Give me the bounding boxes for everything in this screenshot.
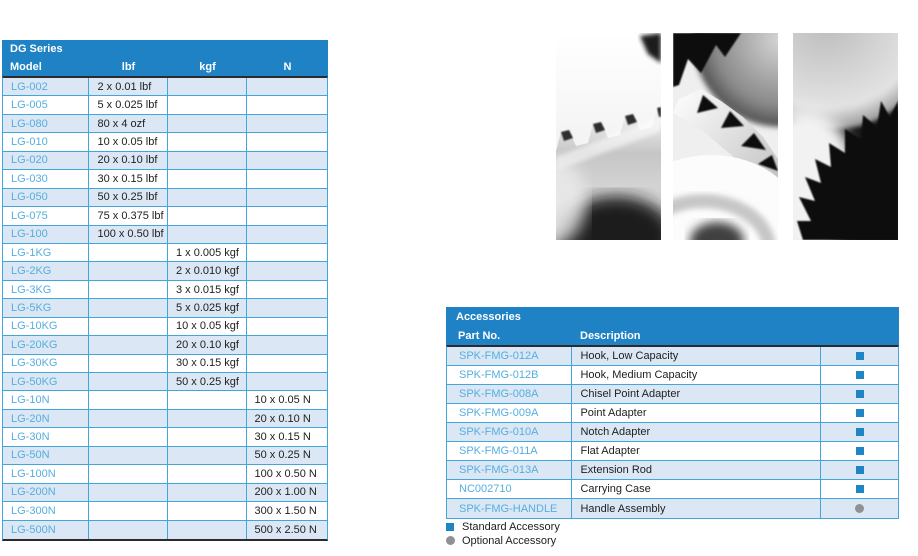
capacity-cell: 30 x 0.15 lbf xyxy=(89,170,168,187)
table-row xyxy=(3,447,327,465)
table-row xyxy=(3,115,327,133)
capacity-cell: 20 x 0.10 lbf xyxy=(89,152,168,169)
table-row xyxy=(447,480,898,499)
model-cell: LG-050 xyxy=(3,189,89,206)
model-cell: LG-075 xyxy=(3,207,89,224)
capacity-cell xyxy=(247,281,328,298)
model-cell: LG-500N xyxy=(3,521,89,539)
standard-accessory-marker-icon xyxy=(856,390,864,398)
table-row xyxy=(447,461,898,480)
model-cell: LG-010 xyxy=(3,133,89,150)
capacity-cell xyxy=(168,78,247,95)
optional-accessory-marker-icon xyxy=(855,504,864,513)
capacity-cell xyxy=(89,336,168,353)
table-row xyxy=(447,404,898,423)
capacity-cell xyxy=(168,133,247,150)
accessories-table xyxy=(446,307,899,519)
column-header-n: N xyxy=(283,61,292,73)
table-row xyxy=(447,442,898,461)
gear-photo-2 xyxy=(673,33,778,240)
capacity-cell xyxy=(247,336,328,353)
table-row xyxy=(3,96,327,114)
capacity-cell xyxy=(89,484,168,501)
accessories-table-title: Accessories xyxy=(456,310,521,323)
description-cell: Handle Assembly xyxy=(572,499,821,518)
table-row xyxy=(3,226,327,244)
legend-marker-wrap xyxy=(446,536,458,545)
table-row xyxy=(3,484,327,502)
dg-series-table xyxy=(2,40,328,541)
table-row xyxy=(3,410,327,428)
table-row xyxy=(3,244,327,262)
capacity-cell xyxy=(89,465,168,482)
dg-table-column-headers xyxy=(2,58,328,76)
table-row xyxy=(447,385,898,404)
capacity-cell: 500 x 2.50 N xyxy=(254,523,317,536)
standard-accessory-marker-icon xyxy=(856,352,864,360)
legend-marker-wrap xyxy=(446,523,458,531)
description-cell: Chisel Point Adapter xyxy=(572,385,821,403)
capacity-cell xyxy=(168,521,247,539)
table-row xyxy=(3,262,327,280)
capacity-cell xyxy=(168,226,247,243)
model-cell: LG-20N xyxy=(3,410,89,427)
capacity-cell: 200 x 1.00 N xyxy=(254,486,317,499)
dg-table-title: DG Series xyxy=(10,43,63,55)
description-cell: Point Adapter xyxy=(572,404,821,422)
capacity-cell xyxy=(247,96,328,113)
table-row xyxy=(3,170,327,188)
part-no-cell: SPK-FMG-012B xyxy=(447,366,572,384)
marker-cell xyxy=(821,461,898,479)
capacity-cell xyxy=(247,318,328,335)
dg-table-header xyxy=(2,40,328,76)
model-cell: LG-2KG xyxy=(3,262,89,279)
marker-cell xyxy=(821,385,898,403)
table-row xyxy=(447,499,898,518)
capacity-cell xyxy=(89,391,168,408)
table-row xyxy=(3,299,327,317)
capacity-cell xyxy=(247,244,328,261)
capacity-cell xyxy=(168,484,247,501)
marker-cell xyxy=(821,480,898,498)
capacity-cell xyxy=(247,226,328,243)
table-row xyxy=(3,152,327,170)
capacity-cell xyxy=(168,96,247,113)
capacity-cell xyxy=(168,170,247,187)
capacity-cell xyxy=(89,262,168,279)
table-row xyxy=(447,366,898,385)
capacity-cell xyxy=(168,465,247,482)
description-cell: Notch Adapter xyxy=(572,423,821,441)
capacity-cell: 1 x 0.005 kgf xyxy=(168,244,247,261)
standard-accessory-marker-icon xyxy=(446,523,454,531)
model-cell: LG-080 xyxy=(3,115,89,132)
marker-cell xyxy=(821,366,898,384)
model-cell: LG-1KG xyxy=(3,244,89,261)
model-cell: LG-30KG xyxy=(3,355,89,372)
legend-item-standard xyxy=(446,520,560,533)
standard-accessory-marker-icon xyxy=(856,409,864,417)
accessories-column-headers xyxy=(446,326,899,345)
capacity-cell xyxy=(89,521,168,539)
capacity-cell: 20 x 0.10 N xyxy=(254,412,311,425)
capacity-cell: 75 x 0.375 lbf xyxy=(89,207,168,224)
capacity-cell xyxy=(89,281,168,298)
capacity-cell xyxy=(89,299,168,316)
table-row xyxy=(3,336,327,354)
capacity-cell: 50 x 0.25 lbf xyxy=(89,189,168,206)
description-cell: Carrying Case xyxy=(572,480,821,498)
part-no-cell: SPK-FMG-008A xyxy=(447,385,572,403)
capacity-cell xyxy=(247,189,328,206)
capacity-cell: 50 x 0.25 kgf xyxy=(168,373,247,390)
model-cell: LG-100 xyxy=(3,226,89,243)
table-row xyxy=(3,133,327,151)
capacity-cell: 5 x 0.025 lbf xyxy=(89,96,168,113)
legend-label-optional: Optional Accessory xyxy=(462,534,557,547)
table-row xyxy=(3,189,327,207)
marker-cell xyxy=(821,404,898,422)
table-row xyxy=(447,347,898,366)
capacity-cell: 30 x 0.15 kgf xyxy=(168,355,247,372)
model-cell: LG-200N xyxy=(3,484,89,501)
part-no-cell: SPK-FMG-012A xyxy=(447,347,572,365)
marker-cell xyxy=(821,442,898,460)
capacity-cell xyxy=(247,262,328,279)
model-cell: LG-10N xyxy=(3,391,89,408)
capacity-cell xyxy=(89,373,168,390)
table-row xyxy=(3,465,327,483)
capacity-cell xyxy=(89,502,168,519)
capacity-cell: 100 x 0.50 N xyxy=(254,467,317,480)
table-row xyxy=(3,78,327,96)
table-row xyxy=(3,502,327,520)
legend-label-standard: Standard Accessory xyxy=(462,520,560,533)
legend-item-optional xyxy=(446,534,560,547)
table-row xyxy=(3,207,327,225)
column-header-description: Description xyxy=(580,329,641,342)
standard-accessory-marker-icon xyxy=(856,428,864,436)
capacity-cell xyxy=(168,502,247,519)
table-row xyxy=(3,373,327,391)
description-cell: Hook, Low Capacity xyxy=(572,347,821,365)
part-no-cell: SPK-FMG-011A xyxy=(447,442,572,460)
capacity-cell: 50 x 0.25 N xyxy=(254,449,311,462)
capacity-cell xyxy=(247,373,328,390)
capacity-cell xyxy=(89,318,168,335)
table-row xyxy=(3,391,327,409)
capacity-cell: 5 x 0.025 kgf xyxy=(168,299,247,316)
capacity-cell xyxy=(89,410,168,427)
model-cell: LG-100N xyxy=(3,465,89,482)
accessory-legend xyxy=(446,520,560,548)
description-cell: Flat Adapter xyxy=(572,442,821,460)
capacity-cell xyxy=(168,207,247,224)
capacity-cell xyxy=(168,189,247,206)
model-cell: LG-10KG xyxy=(3,318,89,335)
capacity-cell xyxy=(247,152,328,169)
capacity-cell xyxy=(247,170,328,187)
model-cell: LG-300N xyxy=(3,502,89,519)
capacity-cell: 100 x 0.50 lbf xyxy=(89,226,168,243)
capacity-cell: 2 x 0.010 kgf xyxy=(168,262,247,279)
standard-accessory-marker-icon xyxy=(856,485,864,493)
table-row xyxy=(447,423,898,442)
gear-photo-1 xyxy=(556,33,661,240)
capacity-cell: 10 x 0.05 kgf xyxy=(168,318,247,335)
capacity-cell: 10 x 0.05 lbf xyxy=(89,133,168,150)
marker-cell xyxy=(821,423,898,441)
model-cell: LG-005 xyxy=(3,96,89,113)
capacity-cell xyxy=(168,152,247,169)
capacity-cell xyxy=(247,133,328,150)
capacity-cell xyxy=(168,391,247,408)
capacity-cell: 20 x 0.10 kgf xyxy=(168,336,247,353)
part-no-cell: NC002710 xyxy=(447,480,572,498)
capacity-cell xyxy=(168,410,247,427)
marker-cell xyxy=(821,347,898,365)
capacity-cell xyxy=(247,78,328,95)
description-cell: Extension Rod xyxy=(572,461,821,479)
standard-accessory-marker-icon xyxy=(856,466,864,474)
capacity-cell xyxy=(89,428,168,445)
model-cell: LG-50KG xyxy=(3,373,89,390)
model-cell: LG-50N xyxy=(3,447,89,464)
column-header-part-no: Part No. xyxy=(458,329,501,342)
capacity-cell xyxy=(89,355,168,372)
capacity-cell xyxy=(168,428,247,445)
table-row xyxy=(3,521,327,539)
accessories-table-body xyxy=(446,345,899,519)
capacity-cell: 2 x 0.01 lbf xyxy=(89,78,168,95)
capacity-cell xyxy=(247,115,328,132)
model-cell: LG-3KG xyxy=(3,281,89,298)
gear-photo-3 xyxy=(793,33,898,240)
capacity-cell xyxy=(247,299,328,316)
standard-accessory-marker-icon xyxy=(856,447,864,455)
table-row xyxy=(3,355,327,373)
part-no-cell: SPK-FMG-HANDLE xyxy=(447,499,572,518)
column-header-kgf: kgf xyxy=(199,61,216,73)
table-row xyxy=(3,281,327,299)
capacity-cell: 80 x 4 ozf xyxy=(89,115,168,132)
capacity-cell xyxy=(89,244,168,261)
capacity-cell xyxy=(247,207,328,224)
column-header-lbf: lbf xyxy=(121,61,136,73)
model-cell: LG-20KG xyxy=(3,336,89,353)
description-cell: Hook, Medium Capacity xyxy=(572,366,821,384)
part-no-cell: SPK-FMG-013A xyxy=(447,461,572,479)
model-cell: LG-030 xyxy=(3,170,89,187)
capacity-cell xyxy=(168,447,247,464)
model-cell: LG-002 xyxy=(3,78,89,95)
capacity-cell: 10 x 0.05 N xyxy=(254,394,311,407)
accessories-table-header xyxy=(446,307,899,345)
model-cell: LG-30N xyxy=(3,428,89,445)
part-no-cell: SPK-FMG-009A xyxy=(447,404,572,422)
table-row xyxy=(3,428,327,446)
capacity-cell xyxy=(168,115,247,132)
marker-cell xyxy=(821,499,898,518)
optional-accessory-marker-icon xyxy=(446,536,455,545)
part-no-cell: SPK-FMG-010A xyxy=(447,423,572,441)
capacity-cell: 3 x 0.015 kgf xyxy=(168,281,247,298)
table-row xyxy=(3,318,327,336)
capacity-cell xyxy=(89,447,168,464)
standard-accessory-marker-icon xyxy=(856,371,864,379)
capacity-cell xyxy=(247,355,328,372)
dg-table-body xyxy=(2,76,328,541)
column-header-model: Model xyxy=(10,61,42,73)
model-cell: LG-5KG xyxy=(3,299,89,316)
capacity-cell: 300 x 1.50 N xyxy=(254,504,317,517)
capacity-cell: 30 x 0.15 N xyxy=(254,431,311,444)
model-cell: LG-020 xyxy=(3,152,89,169)
